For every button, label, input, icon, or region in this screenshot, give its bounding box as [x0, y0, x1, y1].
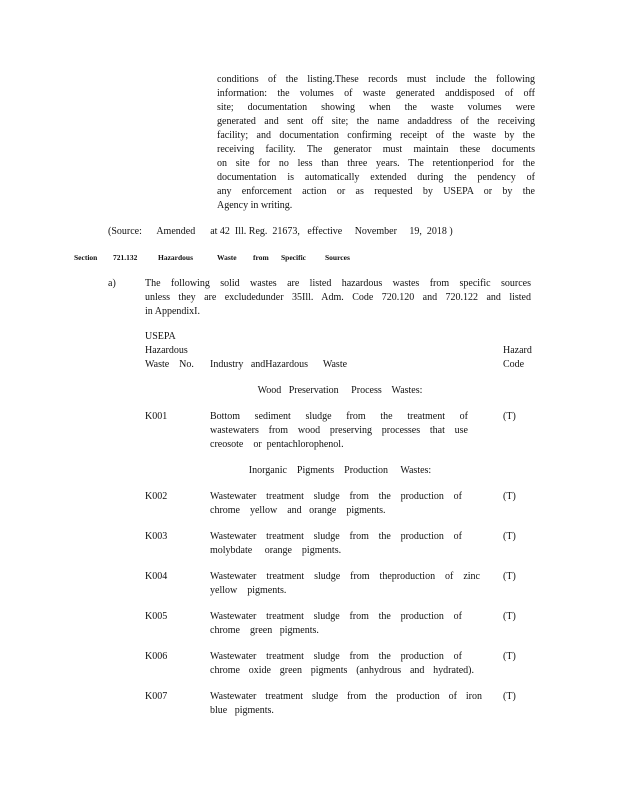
text-line: Wastewater treatment sludge from the production of [210, 531, 462, 542]
waste-description [210, 490, 462, 518]
hazard-code: (T) [503, 531, 516, 542]
text-line: information: the volumes of waste generated anddisposed of off [217, 88, 535, 99]
section-title-word: Hazardous [158, 253, 194, 262]
waste-number: K003 [145, 531, 168, 542]
text-line: any enforcement action or as requested by USEPA or by the [217, 186, 535, 197]
hazard-code: (T) [503, 491, 516, 502]
continuation-paragraph [217, 73, 535, 213]
waste-number: K006 [145, 651, 168, 662]
text-line: on site for no less than three years. The retentionperiod for the [217, 158, 535, 169]
text-line: creosote or pentachlorophenol. [210, 439, 344, 450]
subsection-paragraph [145, 277, 531, 319]
header-line: USEPA [145, 331, 176, 342]
text-line: unless they are excludedunder 35Ill. Adm. Code 720.120 and 720.122 and listed [145, 292, 531, 303]
text-line: The following solid wastes are listed hazardous wastes from specific sources [145, 278, 531, 289]
waste-number: K005 [145, 611, 168, 622]
text-line: documentation is automatically extended during the pendency of [217, 172, 535, 183]
source-note: (Source: Amended at 42 Ill. Reg. 21673, effective November 19, 2018 ) [108, 226, 453, 237]
section-title-word: Waste [217, 253, 237, 262]
text-line: Agency in writing. [217, 200, 293, 211]
text-line: Wastewater treatment sludge from the production of [210, 611, 462, 622]
subsection-marker: a) [108, 278, 116, 289]
header-line: Hazardous [145, 345, 188, 356]
text-line: wastewaters from wood preserving processes that use [210, 425, 468, 436]
table-header-col3 [503, 344, 532, 372]
hazard-code: (T) [503, 691, 516, 702]
text-line: chrome green pigments. [210, 625, 319, 636]
text-line: facility; and documentation confirming receipt of the waste by the [217, 130, 535, 141]
waste-number: K004 [145, 571, 168, 582]
section-title-word: Sources [325, 253, 350, 262]
text-line: Wastewater treatment sludge from the production of [210, 491, 462, 502]
waste-description [210, 610, 462, 638]
text-line: receiving facility. The generator must maintain these documents [217, 144, 535, 155]
text-line: in AppendixI. [145, 306, 200, 317]
waste-number: K007 [145, 691, 168, 702]
header-line: Code [503, 359, 525, 370]
section-title-word: from [253, 253, 269, 262]
text-line: molybdate orange pigments. [210, 545, 342, 556]
text-line: Wastewater treatment sludge from the production of [210, 651, 462, 662]
hazard-code: (T) [503, 571, 516, 582]
hazard-code: (T) [503, 411, 516, 422]
text-line: Bottom sediment sludge from the treatment of [210, 411, 468, 422]
section-label: Section [74, 253, 98, 262]
waste-number: K001 [145, 411, 168, 422]
text-line: site; documentation showing when the waste volumes were [217, 102, 535, 113]
text-line: chrome oxide green pigments (anhydrous and hydrated). [210, 665, 474, 676]
waste-number: K002 [145, 491, 168, 502]
section-number: 721.132 [113, 253, 138, 262]
text-line: blue pigments. [210, 705, 274, 716]
hazard-code: (T) [503, 651, 516, 662]
hazard-code: (T) [503, 611, 516, 622]
waste-description [210, 570, 480, 598]
text-line: yellow pigments. [210, 585, 287, 596]
table-header-col1 [145, 330, 194, 372]
section-title-word: Specific [281, 253, 306, 262]
text-line: Wastewater treatment sludge from the production of iron [210, 691, 482, 702]
table-header-col2: Industry andHazardous Waste [210, 359, 348, 370]
category-heading: Inorganic Pigments Production Wastes: [248, 465, 432, 476]
header-line: Waste No. [145, 359, 194, 370]
text-line: conditions of the listing.These records must include the following [217, 74, 535, 85]
waste-description [210, 530, 462, 558]
waste-description [210, 690, 482, 718]
category-heading: Wood Preservation Process Wastes: [257, 385, 423, 396]
text-line: generated and sent off site; the name andaddress of the receiving [217, 116, 535, 127]
header-line: Hazard [503, 345, 532, 356]
waste-description [210, 410, 468, 452]
text-line: Wastewater treatment sludge from theproduction of zinc [210, 571, 480, 582]
text-line: chrome yellow and orange pigments. [210, 505, 386, 516]
waste-description [210, 650, 474, 678]
